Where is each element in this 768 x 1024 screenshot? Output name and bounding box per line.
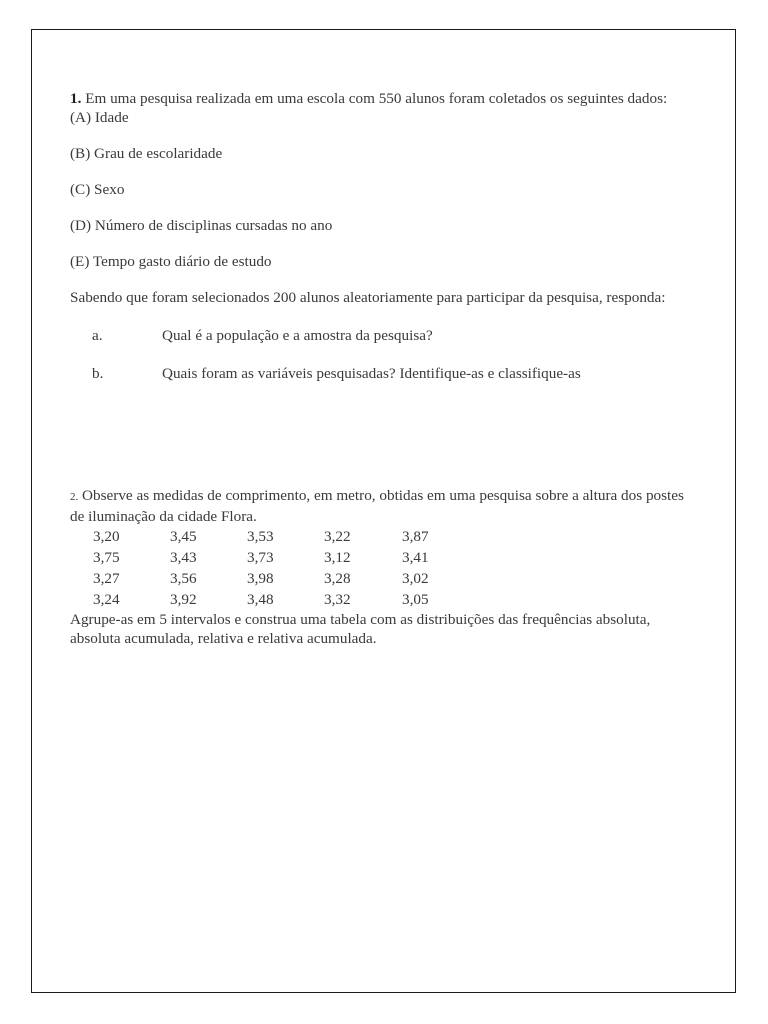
option-e: (E) Tempo gasto diário de estudo — [70, 253, 272, 270]
measurement-value: 3,12 — [324, 549, 351, 566]
measurement-value: 3,20 — [93, 528, 120, 545]
subquestion-text: Quais foram as variáveis pesquisadas? Identifique-as e classifique-as — [162, 365, 581, 382]
question-2-instruction: Agrupe-as em 5 intervalos e construa uma tabela com as distribuições das frequências absoluta, absoluta acumulada, relativa e relativa acumulada. — [70, 611, 651, 647]
measurement-value: 3,98 — [247, 570, 274, 587]
question-2-text: Observe as medidas de comprimento, em metro, obtidas em uma pesquisa sobre a altura dos postes de iluminação da cidade Flora. — [70, 487, 684, 525]
measurement-value: 3,41 — [402, 549, 429, 566]
measurement-value: 3,75 — [93, 549, 120, 566]
measurement-value: 3,24 — [93, 591, 120, 608]
measurement-value: 3,53 — [247, 528, 274, 545]
question-2-number: 2. — [70, 491, 79, 503]
subquestion-text: Qual é a população e a amostra da pesquisa? — [162, 327, 433, 344]
question-1-stem — [70, 89, 702, 108]
document-page — [31, 29, 736, 993]
subquestion-letter: a. — [92, 327, 103, 344]
question-1-number: 1. — [70, 90, 82, 107]
measurement-value: 3,27 — [93, 570, 120, 587]
measurement-value: 3,02 — [402, 570, 429, 587]
measurement-value: 3,56 — [170, 570, 197, 587]
subquestion-letter: b. — [92, 365, 104, 382]
measurement-value: 3,87 — [402, 528, 429, 545]
measurement-value: 3,05 — [402, 591, 429, 608]
question-2-stem — [70, 486, 702, 526]
option-b: (B) Grau de escolaridade — [70, 145, 223, 162]
measurement-value: 3,45 — [170, 528, 197, 545]
measurement-value: 3,92 — [170, 591, 197, 608]
measurement-value: 3,32 — [324, 591, 351, 608]
question-1-context: Sabendo que foram selecionados 200 alunos aleatoriamente para participar da pesquisa, responda: — [70, 289, 666, 306]
measurement-value: 3,22 — [324, 528, 351, 545]
option-c: (C) Sexo — [70, 181, 125, 198]
subquestion-a — [70, 326, 702, 345]
measurement-value: 3,73 — [247, 549, 274, 566]
measurements-grid — [93, 526, 702, 610]
measurement-value: 3,28 — [324, 570, 351, 587]
measurement-value: 3,43 — [170, 549, 197, 566]
subquestion-b — [70, 364, 702, 383]
question-1-text: Em uma pesquisa realizada em uma escola com 550 alunos foram coletados os seguintes dados: — [81, 90, 668, 107]
option-a: (A) Idade — [70, 109, 129, 126]
option-d: (D) Número de disciplinas cursadas no ano — [70, 217, 333, 234]
page-content — [70, 89, 702, 648]
measurement-value: 3,48 — [247, 591, 274, 608]
